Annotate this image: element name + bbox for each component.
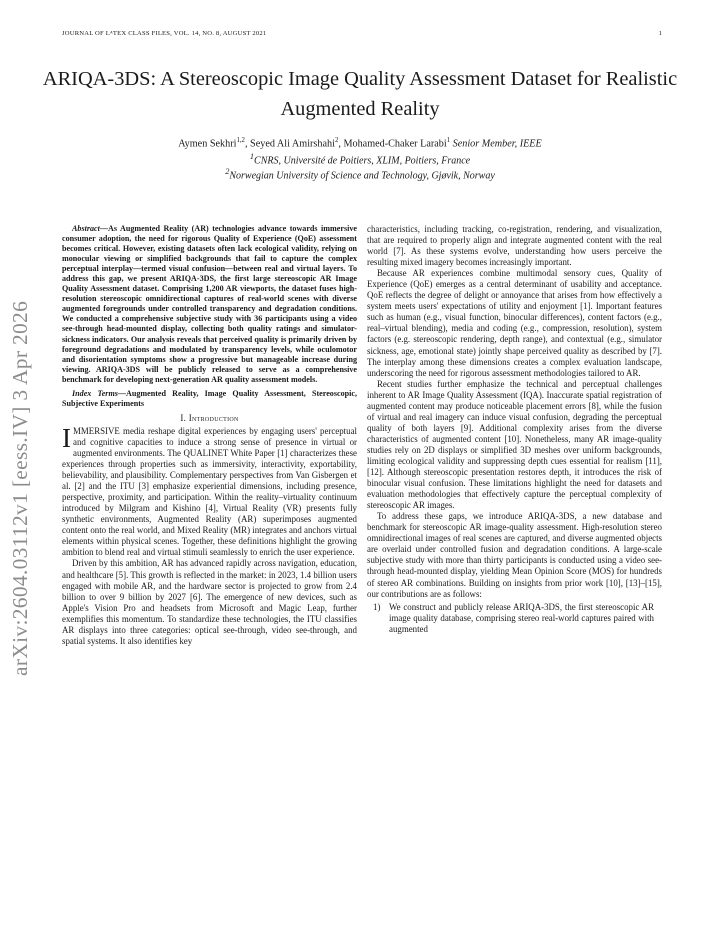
intro-first-word: MMERSIVE [73,425,120,436]
intro-paragraph-2: Driven by this ambition, AR has advanced rapidly across navigation, education, and healthcare [5]. This growth is reflected in the market: in 2023, 1.4 billion users engaged with mobile AR, and the hardware sector is projected to grow from 2.4 billion to over 9 billion by 2027 [6]. The emergence of new devices, such as Apple's Vision Pro and headsets from Microsoft and Magic Leap, further exemplifies this momentum. To standardize these technologies, the ITU classifies AR displays into three categories: optical see-through, video see-through, and spatial systems. It also identifies key [62,558,357,646]
affiliation-sup: 2 [225,167,230,176]
affiliation-text: CNRS, Université de Poitiers, XLIM, Poitiers, France [254,155,471,167]
affiliation-sup: 1 [249,152,255,161]
author-sep: , [244,138,251,150]
list-item-number: 1) [373,601,381,612]
intro-paragraph-1 [62,422,358,559]
intro-paragraph-1-text: media reshape digital experiences by engaging users' perceptual and cognitive capacities to induce a strong sense of presence in virtual or augmented environments. The QUALINET White Paper [1] characterizes these experiences through properties such as immersivity, interactivity, exportability, believability, and plausibility. Complementary perspectives from Van Gisbergen et al. [2] and the ITU [3] emphasize experiential dimensions, including presence, perspective, proximity, and participation. Within the reality–virtuality continuum introduced by Milgram and Kishino [4], Virtual Reality (VR) presents fully synthetic environments, Augmented Reality (AR) superimposes augmented content onto the real world, and Mixed Reality (MR) integrates and anchors virtual elements within physical scenes. Together, these definitions highlight the growing ambition to blend real and virtual stimuli seamlessly to enrich the user experience. [62,425,358,558]
intro-paragraph-2-continued: characteristics, including tracking, co-registration, rendering, and visualization, that are required to properly align and integrate augmented content with the real world [7]. As these systems evolve, understanding how users perceive the resulting mixed imagery becomes increasingly important. [367,224,662,268]
paper-title: ARIQA-3DS: A Stereoscopic Image Quality Assessment Dataset for Realistic Augmented Reality [42,68,678,120]
author-sep: , [338,138,344,150]
author-sup: 1,2 [236,137,245,144]
affiliation-text: Norwegian University of Science and Technology, Gjøvik, Norway [229,170,495,182]
list-item-text: We construct and publicly release ARIQA-3DS, the first stereoscopic AR image quality database, comprising stereo real-world captures paired with augmented [389,601,654,634]
intro-paragraph-4: Recent studies further emphasize the technical and perceptual challenges inherent to AR Image Quality Assessment (IQA). Inaccurate spatial registration of augmented content may produce noticeable placement errors [8], while the fusion of virtual and real imagery can induce visual confusion, degrading the perceptual quality of both layers [9]. Additional complexity arises from the diverse characteristics of augmented content [10]. Nonetheless, many AR image-quality studies rely on 2D displays or simplified 3D meshes over uniform backgrounds, limiting ecological validity and suppressing depth cues essential for realism [11], [12]. Although stereoscopic presentation restores depth, it introduces the risk of binocular visual confusion. These limitations highlight the need for datasets and evaluation methodologies that effectively capture the perceptual complexity of stereoscopic AR images. [367,378,662,511]
affiliation-2 [40,165,680,183]
index-terms-lead: Index Terms [72,388,118,398]
intro-paragraph-5: To address these gaps, we introduce ARIQA-3DS, a new database and benchmark for stereoscopic AR image-quality assessment. High-resolution stereo omnidirectional images of real scenes are captured, and diverse augmented objects are overlaid under controlled fusion and degradation conditions. A large-scale subjective study with more than thirty participants is conducted using a video see-through head-mounted display, yielding Mean Opinion Score (MOS) for hundreds of stereo AR combinations. Building on insights from prior work [10], [13]–[15], our contributions are as follows: [367,511,662,599]
author-name: Seyed Ali Amirshahi [250,138,335,150]
author-sup: 1 [446,137,451,144]
intro-paragraph-3: Because AR experiences combine multimodal sensory cues, Quality of Experience (QoE) emerges as a central determinant of usability and acceptance. QoE reflects the degree of delight or annoyance that arises from how effectively a system meets users' expectations of utility and enjoyment [1]. Important features such as human (e.g., visual function, binocular differences), content factors (e.g., real–virtual blending), media and coding (e.g., compression, resolution), system factors (e.g. stereoscopic rendering, depth range), and contextual (e.g., simulator sickness, age, emotional state) jointly shape perceived quality as described by [7]. The interplay among these dimensions creates a complex evaluation landscape, underscoring the need for rigorous assessment methodologies tailored to AR. [367,268,662,378]
arxiv-stamp: arXiv:2604.03112v1 [eess.IV] 3 Apr 2026 [8,300,32,676]
author-name: Aymen Sekhri [178,138,237,150]
index-terms-text: —Augmented Reality, Image Quality Assessment, Stereoscopic, Subjective Experiments [62,388,357,408]
right-column [367,224,662,635]
abstract-text: —As Augmented Reality (AR) technologies advance towards immersive consumer adoption, the need for rigorous Quality of Experience (QoE) assessment becomes critical. However, existing datasets often lack ecological validity, relying on monocular viewing or simplified backgrounds that fail to capture the complex perceptual interplay—termed visual confusion—between real and virtual layers. To address this gap, we present ARIQA-3DS, the first large stereoscopic AR Image Quality Assessment dataset. Comprising 1,200 AR viewports, the dataset fuses high-resolution stereoscopic omnidirectional captures of real-world scenes with diverse augmented foregrounds under controlled transparency and degradation conditions. We conducted a comprehensive subjective study with 36 participants using a video see-through head-mounted display, collecting both quality ratings and simulator-sickness indicators. Our analysis reveals that perceived quality is primarily driven by foreground degradations and modulated by transparency levels, while oculomotor and disorientation symptoms show a progressive but manageable increase during viewing. ARIQA-3DS will be publicly released to serve as a comprehensive benchmark for developing next-generation AR quality assessment models. [62,224,357,384]
page-number: 1 [658,30,662,37]
section-heading-introduction: I. Introduction [180,412,239,423]
contributions-list [367,602,662,635]
list-item [367,602,662,635]
left-column [62,224,357,647]
index-terms [62,389,357,409]
dropcap: I [62,422,71,453]
author-sup: 2 [334,137,339,144]
author-line [40,134,680,151]
author-note: Senior Member, IEEE [452,138,542,150]
author-name: Mohamed-Chaker Larabi [343,138,447,150]
abstract-lead: Abstract [72,224,100,233]
running-head: JOURNAL OF LᴬTEX CLASS FILES, VOL. 14, NO. 8, AUGUST 2021 [62,30,267,37]
abstract [62,224,357,385]
